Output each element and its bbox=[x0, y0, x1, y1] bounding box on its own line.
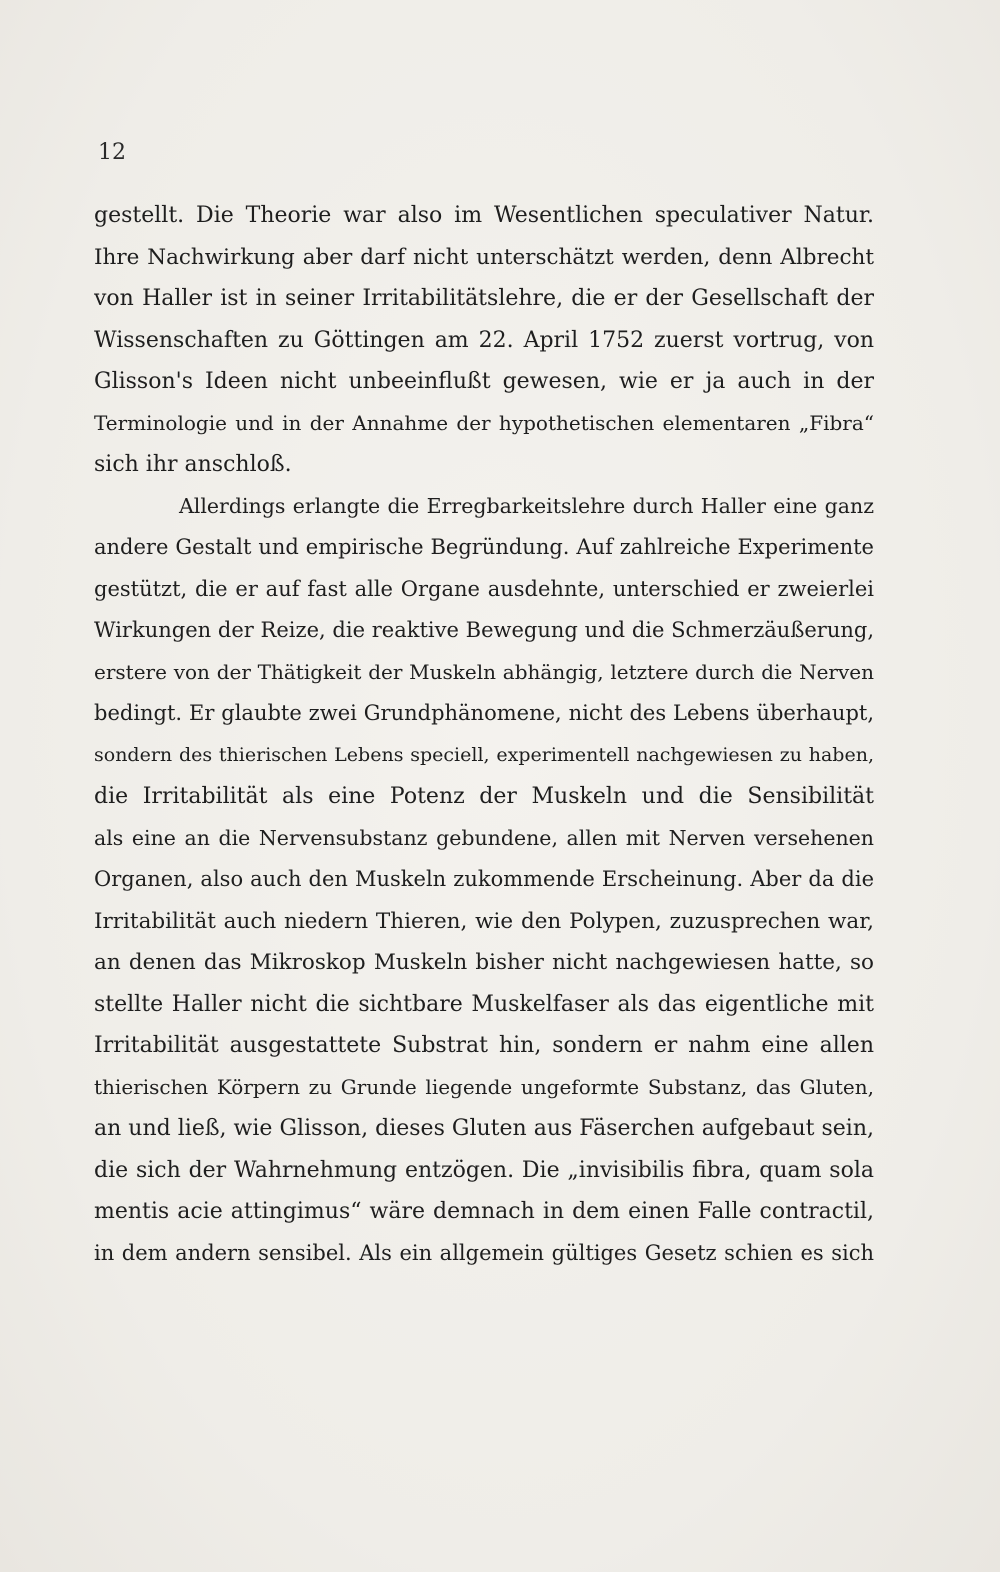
text-line: andere Gestalt und empirische Begründung. Auf zahlreiche Experimente bbox=[94, 535, 874, 559]
text-line: Wissenschaften zu Göttingen am 22. April 1752 zuerst vortrug, von bbox=[94, 327, 874, 353]
text-line: gestellt. Die Theorie war also im Wesentlichen speculativer Natur. bbox=[94, 203, 874, 228]
text-line: Glisson's Ideen nicht unbeeinflußt gewesen, wie er ja auch in der bbox=[94, 369, 874, 394]
text-line: Ihre Nachwirkung aber darf nicht unterschätzt werden, denn Albrecht bbox=[94, 244, 874, 270]
text-line: die sich der Wahrnehmung entzögen. Die „invisibilis fibra, quam sola bbox=[94, 1157, 874, 1183]
text-line: mentis acie attingimus“ wäre demnach in dem einen Falle contractil, bbox=[94, 1199, 874, 1224]
text-line: als eine an die Nervensubstanz gebundene, allen mit Nerven versehenen bbox=[94, 825, 874, 850]
text-line: an und ließ, wie Glisson, dieses Gluten aus Fäserchen aufgebaut sein, bbox=[94, 1116, 874, 1141]
text-line: Organen, also auch den Muskeln zukommende Erscheinung. Aber da die bbox=[94, 867, 874, 891]
text-line: sich ihr anschloß. bbox=[94, 452, 292, 477]
text-line: stellte Haller nicht die sichtbare Muskelfaser als das eigentliche mit bbox=[94, 991, 874, 1017]
text-line: Irritabilität ausgestattete Substrat hin, sondern er nahm eine allen bbox=[94, 1033, 874, 1058]
text-line: bedingt. Er glaubte zwei Grundphänomene, nicht des Lebens überhaupt, bbox=[94, 701, 874, 725]
body-text bbox=[94, 195, 874, 1274]
text-line: erstere von der Thätigkeit der Muskeln abhängig, letztere durch die Nerven bbox=[94, 659, 874, 684]
text-line: von Haller ist in seiner Irritabilitätslehre, die er der Gesellschaft der bbox=[94, 286, 874, 311]
page-number: 12 bbox=[98, 140, 126, 165]
text-line: in dem andern sensibel. Als ein allgemein gültiges Gesetz schien es sich bbox=[94, 1240, 874, 1265]
text-line: Terminologie und in der Annahme der hypothetischen elementaren „Fibra“ bbox=[94, 410, 874, 435]
text-line: Allerdings erlangte die Erregbarkeitslehre durch Haller eine ganz bbox=[179, 493, 874, 518]
text-line: Wirkungen der Reize, die reaktive Bewegung und die Schmerzäußerung, bbox=[94, 618, 874, 642]
text-line: an denen das Mikroskop Muskeln bisher nicht nachgewiesen hatte, so bbox=[94, 950, 874, 975]
text-line: gestützt, die er auf fast alle Organe ausdehnte, unterschied er zweierlei bbox=[94, 576, 874, 601]
text-line: die Irritabilität als eine Potenz der Muskeln und die Sensibilität bbox=[94, 784, 874, 809]
text-line: sondern des thierischen Lebens speciell, experimentell nachgewiesen zu haben, bbox=[94, 743, 874, 766]
text-line: Irritabilität auch niedern Thieren, wie den Polypen, zuzusprechen war, bbox=[94, 908, 874, 934]
text-line: thierischen Körpern zu Grunde liegende ungeformte Substanz, das Gluten, bbox=[94, 1074, 874, 1099]
